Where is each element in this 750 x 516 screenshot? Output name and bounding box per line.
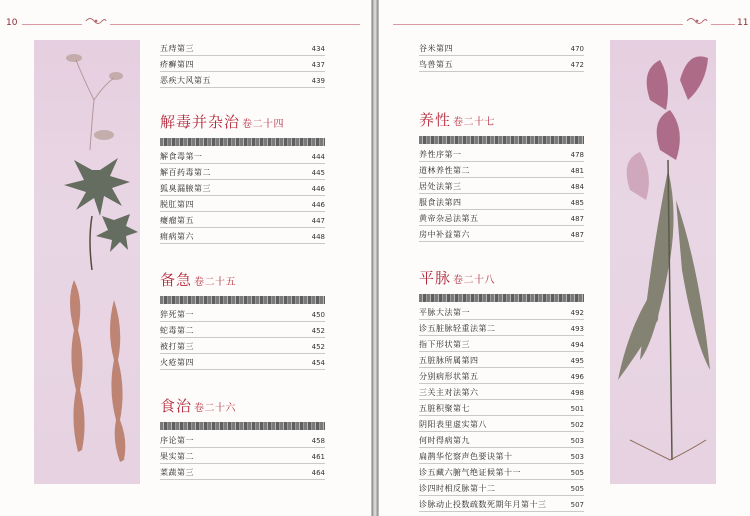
section-title: 备急 卷二十五: [160, 271, 237, 289]
section-title: 平脉 卷二十八: [419, 269, 496, 287]
toc-entry[interactable]: 扁鹊华佗察声色要诀第十 503: [419, 448, 584, 464]
right-top-entries: [419, 40, 584, 72]
toc-entry[interactable]: 五脏脉所属第四 495: [419, 352, 584, 368]
toc-entry[interactable]: 狐臭漏腋第三 446: [160, 180, 325, 196]
right-header-rule-long: [393, 24, 683, 25]
toc-entry[interactable]: 养性序第一 478: [419, 146, 584, 162]
toc-entry[interactable]: 何时得病第九 503: [419, 432, 584, 448]
section-detox: [160, 108, 325, 244]
toc-entry[interactable]: 房中补益第六 487: [419, 226, 584, 242]
toc-entry[interactable]: 解百药毒第二 445: [160, 164, 325, 180]
toc-entry[interactable]: 果实第二 461: [160, 448, 325, 464]
toc-entry[interactable]: 猝死第一 450: [160, 306, 325, 322]
toc-entry[interactable]: 谷米第四 470: [419, 40, 584, 56]
section-emergency: [160, 266, 325, 370]
toc-entry[interactable]: 诊脉动止投数疏数死期年月第十三 507: [419, 496, 584, 512]
toc-entry[interactable]: 服食法第四 485: [419, 194, 584, 210]
toc-entry[interactable]: 道林养性第二 481: [419, 162, 584, 178]
section-divider-band: [160, 296, 325, 304]
right-toc: [419, 40, 584, 512]
section-nourishing: [419, 106, 584, 242]
section-divider-band: [419, 136, 584, 144]
left-header-rule-long: [110, 24, 360, 25]
toc-entry[interactable]: 诊四时相反脉第十二 505: [419, 480, 584, 496]
toc-entry[interactable]: 三关主对法第六 498: [419, 384, 584, 400]
left-top-entries: [160, 40, 325, 88]
toc-entry[interactable]: 蛇毒第二 452: [160, 322, 325, 338]
toc-entry[interactable]: 解食毒第一 444: [160, 148, 325, 164]
toc-entry[interactable]: 平脉大法第一 492: [419, 304, 584, 320]
scroll-ornament-icon: [685, 15, 709, 27]
toc-entry[interactable]: 疥癣第四 437: [160, 56, 325, 72]
toc-entry[interactable]: 指下形状第三 494: [419, 336, 584, 352]
toc-entry[interactable]: 菜蔬第三 464: [160, 464, 325, 480]
toc-entry[interactable]: 分别病形状第五 496: [419, 368, 584, 384]
section-volume: 卷二十六: [194, 403, 237, 414]
toc-entry[interactable]: 居处法第三 484: [419, 178, 584, 194]
left-page: [0, 0, 372, 516]
toc-entry[interactable]: 瘿瘤第五 447: [160, 212, 325, 228]
section-volume: 卷二十四: [242, 119, 285, 130]
right-header-rule: [711, 24, 735, 25]
section-title: 解毒并杂治 卷二十四: [160, 113, 285, 131]
left-page-number: 10: [6, 18, 18, 28]
toc-entry[interactable]: 五脏积聚第七 501: [419, 400, 584, 416]
left-toc: [160, 40, 325, 480]
section-volume: 卷二十五: [194, 277, 237, 288]
toc-entry[interactable]: 五痔第三 434: [160, 40, 325, 56]
toc-entry[interactable]: 黄帝杂忌法第五 487: [419, 210, 584, 226]
toc-entry[interactable]: 恶疾大风第五 439: [160, 72, 325, 88]
toc-entry[interactable]: 脱肛第四 446: [160, 196, 325, 212]
left-header-rule: [22, 24, 82, 25]
section-volume: 卷二十八: [453, 275, 496, 286]
botanical-flower-illustration: [610, 40, 716, 484]
section-pulse: [419, 264, 584, 512]
toc-entry[interactable]: 被打第三 452: [160, 338, 325, 354]
botanical-root-illustration: [34, 40, 140, 484]
section-title: 养性 卷二十七: [419, 111, 496, 129]
section-volume: 卷二十七: [453, 117, 496, 128]
toc-entry[interactable]: 诊五藏六腑气绝证候第十一 505: [419, 464, 584, 480]
toc-entry[interactable]: 火疮第四 454: [160, 354, 325, 370]
toc-entry[interactable]: 痈病第六 448: [160, 228, 325, 244]
toc-entry[interactable]: 序论第一 458: [160, 432, 325, 448]
toc-entry[interactable]: 阴阳表里虚实第八 502: [419, 416, 584, 432]
toc-entry[interactable]: 鸟兽第五 472: [419, 56, 584, 72]
section-divider-band: [160, 422, 325, 430]
right-page-number: 11: [737, 18, 749, 28]
section-title: 食治 卷二十六: [160, 397, 237, 415]
section-diet: [160, 392, 325, 480]
section-divider-band: [160, 138, 325, 146]
scroll-ornament-icon: [84, 15, 108, 27]
toc-entry[interactable]: 诊五脏脉轻重法第二 493: [419, 320, 584, 336]
section-divider-band: [419, 294, 584, 302]
